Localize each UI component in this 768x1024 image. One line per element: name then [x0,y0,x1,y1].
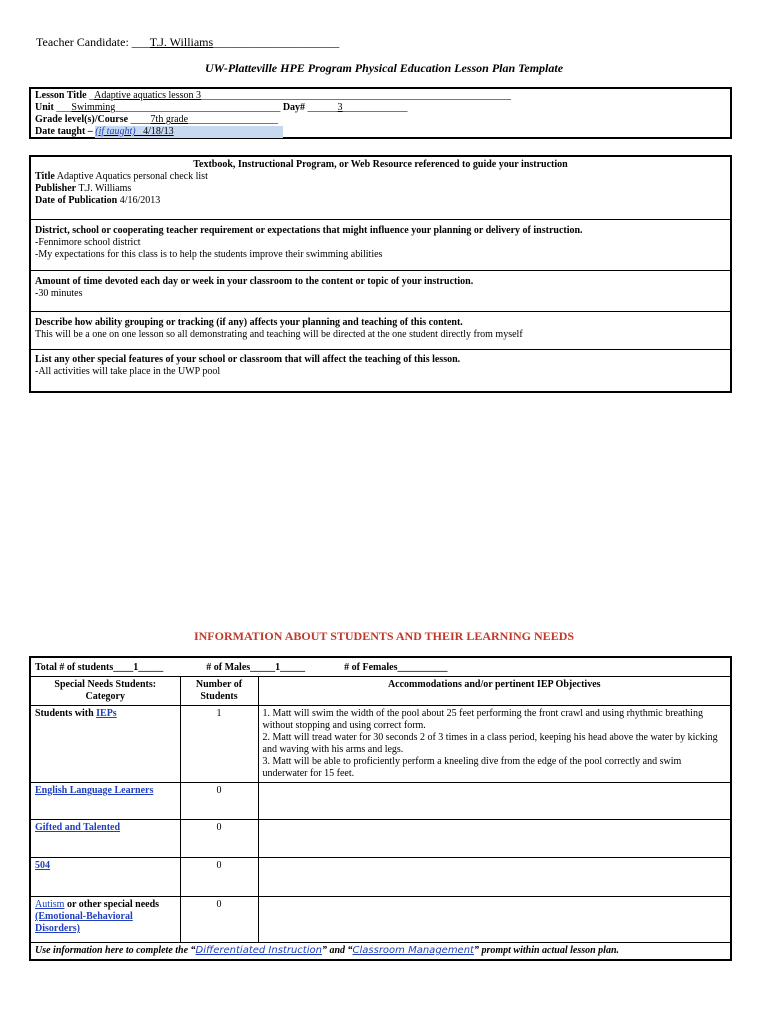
totals-row [30,657,731,677]
category-cell [30,858,180,897]
number-cell[interactable]: 0 [180,897,258,943]
footer-post: ” prompt within actual lesson plan. [473,945,620,956]
footer-cell [30,943,731,961]
district-answer-2[interactable]: -My expectations for this class is to help the students improve their swimming abilities [35,249,383,260]
context-box [29,155,732,393]
ieps-link[interactable]: IEPs [96,708,117,719]
category-cell [30,820,180,858]
table-row [30,820,731,858]
resource-heading: Textbook, Instructional Program, or Web Resource referenced to guide your instruction [193,159,568,170]
classroom-management-link[interactable]: Classroom Management [352,945,474,956]
time-question: Amount of time devoted each day or week in your classroom to the content or topic of your instruction. [35,276,474,287]
date-label: Date taught – [35,126,93,137]
pubdate-label: Date of Publication [35,195,118,206]
date-value: 4/18/13 [143,126,174,137]
unit-value[interactable]: Swimming [71,102,116,113]
lesson-title-label: Lesson Title [35,90,87,101]
accommodations-cell[interactable] [258,820,731,858]
grouping-answer[interactable]: This will be a one on one lesson so all demonstrating and teaching will be directed at the one student directly from myself [35,329,523,340]
table-row [30,706,731,783]
accommodations-cell[interactable] [258,858,731,897]
objective-3: 3. Matt will be able to proficiently perform a kneeling dive from the edge of the pool correctly and swim underwater for 15 feet. [262,756,682,779]
resource-title-label: Title [35,171,55,182]
district-answer-1[interactable]: -Fennimore school district [35,237,141,248]
ell-link[interactable]: English Language Learners [35,785,154,796]
category-cell [30,783,180,820]
table-row [30,858,731,897]
students-table [29,656,732,961]
grade-value[interactable]: 7th grade [150,114,189,125]
candidate-label: Teacher Candidate: ___ [36,35,150,49]
category-prefix: Students with [35,708,97,719]
candidate-name: T.J. Williams [149,35,214,49]
features-section [31,350,730,380]
accommodations-cell[interactable] [258,897,731,943]
header-row [30,677,731,706]
number-cell[interactable]: 0 [180,858,258,897]
lesson-title-row [35,90,726,102]
ebd-link[interactable]: (Emotional-Behavioral Disorders) [35,911,133,934]
grade-label: Grade level(s)/Course [35,114,129,125]
totals-cell [30,657,731,677]
autism-link[interactable]: Autism [35,899,65,910]
day-underline: _____________ [342,102,408,113]
category-suffix: or other special needs [64,899,160,910]
students-heading: INFORMATION ABOUT STUDENTS AND THEIR LEARNING NEEDS [193,629,575,643]
category-cell [30,897,180,943]
publisher-row [35,183,726,195]
pubdate-value[interactable]: 4/16/2013 [119,195,161,206]
objective-1: 1. Matt will swim the width of the pool about 25 feet performing the front crawl and using rhythmic breathing without stopping and using correct form. [262,708,703,731]
resource-section [31,157,730,220]
col-category-header: Special Needs Students: Category [30,677,180,706]
resource-title-value[interactable]: Adaptive Aquatics personal check list [56,171,208,182]
lesson-title-underline: ______________________________________________________________ [201,90,512,101]
footer-row [30,943,731,961]
unit-row [35,102,726,114]
unit-pre: ___ [53,102,72,113]
time-answer[interactable]: -30 minutes [35,288,83,299]
total-females[interactable]: # of Females__________ [344,662,448,673]
document-title: UW-Platteville HPE Program Physical Education Lesson Plan Template [204,61,564,75]
col-accommodations-header: Accommodations and/or pertinent IEP Objectives [258,677,731,706]
number-cell[interactable]: 1 [180,706,258,783]
objective-2: 2. Matt will tread water for 30 seconds 2 of 3 times in a class period, keeping his head above the water by kicking and waving with his arms and legs. [262,732,718,755]
grouping-section [31,312,730,350]
total-students[interactable]: Total # of students____1_____ [35,662,164,673]
day-value[interactable]: 3 [337,102,343,113]
table-row [30,897,731,943]
candidate-underline: _____________________ [213,35,340,49]
publisher-value[interactable]: T.J. Williams [78,183,132,194]
unit-underline: _________________________________ [115,102,281,113]
total-males[interactable]: # of Males_____1_____ [206,662,306,673]
publisher-label: Publisher [35,183,77,194]
504-link[interactable]: 504 [35,860,50,871]
date-row [35,126,726,138]
teacher-candidate-line [36,35,339,50]
col-number-header: Number of Students [180,677,258,706]
accommodations-cell[interactable] [258,706,731,783]
lesson-info-box [29,87,732,139]
number-cell[interactable]: 0 [180,820,258,858]
day-pre: ______ [305,102,338,113]
gifted-link[interactable]: Gifted and Talented [35,822,121,833]
features-answer[interactable]: -All activities will take place in the UWP pool [35,366,221,377]
district-section [31,220,730,271]
number-cell[interactable]: 0 [180,783,258,820]
grade-underline: __________________ [188,114,279,125]
footer-pre: Use information here to complete the “ [35,945,196,956]
differentiated-instruction-link[interactable]: Differentiated Instruction [195,945,322,956]
time-section [31,271,730,312]
lesson-title-value[interactable]: Adaptive aquatics lesson 3 [94,90,202,101]
table-row [30,783,731,820]
features-question: List any other special features of your school or classroom that will affect the teaching of this lesson. [35,354,461,365]
footer-mid: ” and “ [321,945,353,956]
grade-row [35,114,726,126]
grouping-question: Describe how ability grouping or tracking (if any) affects your planning and teaching of this content. [35,317,463,328]
category-cell [30,706,180,783]
unit-label: Unit [35,102,54,113]
date-field[interactable] [95,126,283,138]
date-note: (if taught) [95,126,136,137]
lesson-title-pre: _ [86,90,95,101]
grade-pre: ____ [128,114,151,125]
pubdate-row [35,195,726,207]
district-question: District, school or cooperating teacher requirement or expectations that might influence your planning or delivery of instruction. [35,225,583,236]
day-label: Day# [282,102,306,113]
resource-title-row [35,171,726,183]
accommodations-cell[interactable] [258,783,731,820]
